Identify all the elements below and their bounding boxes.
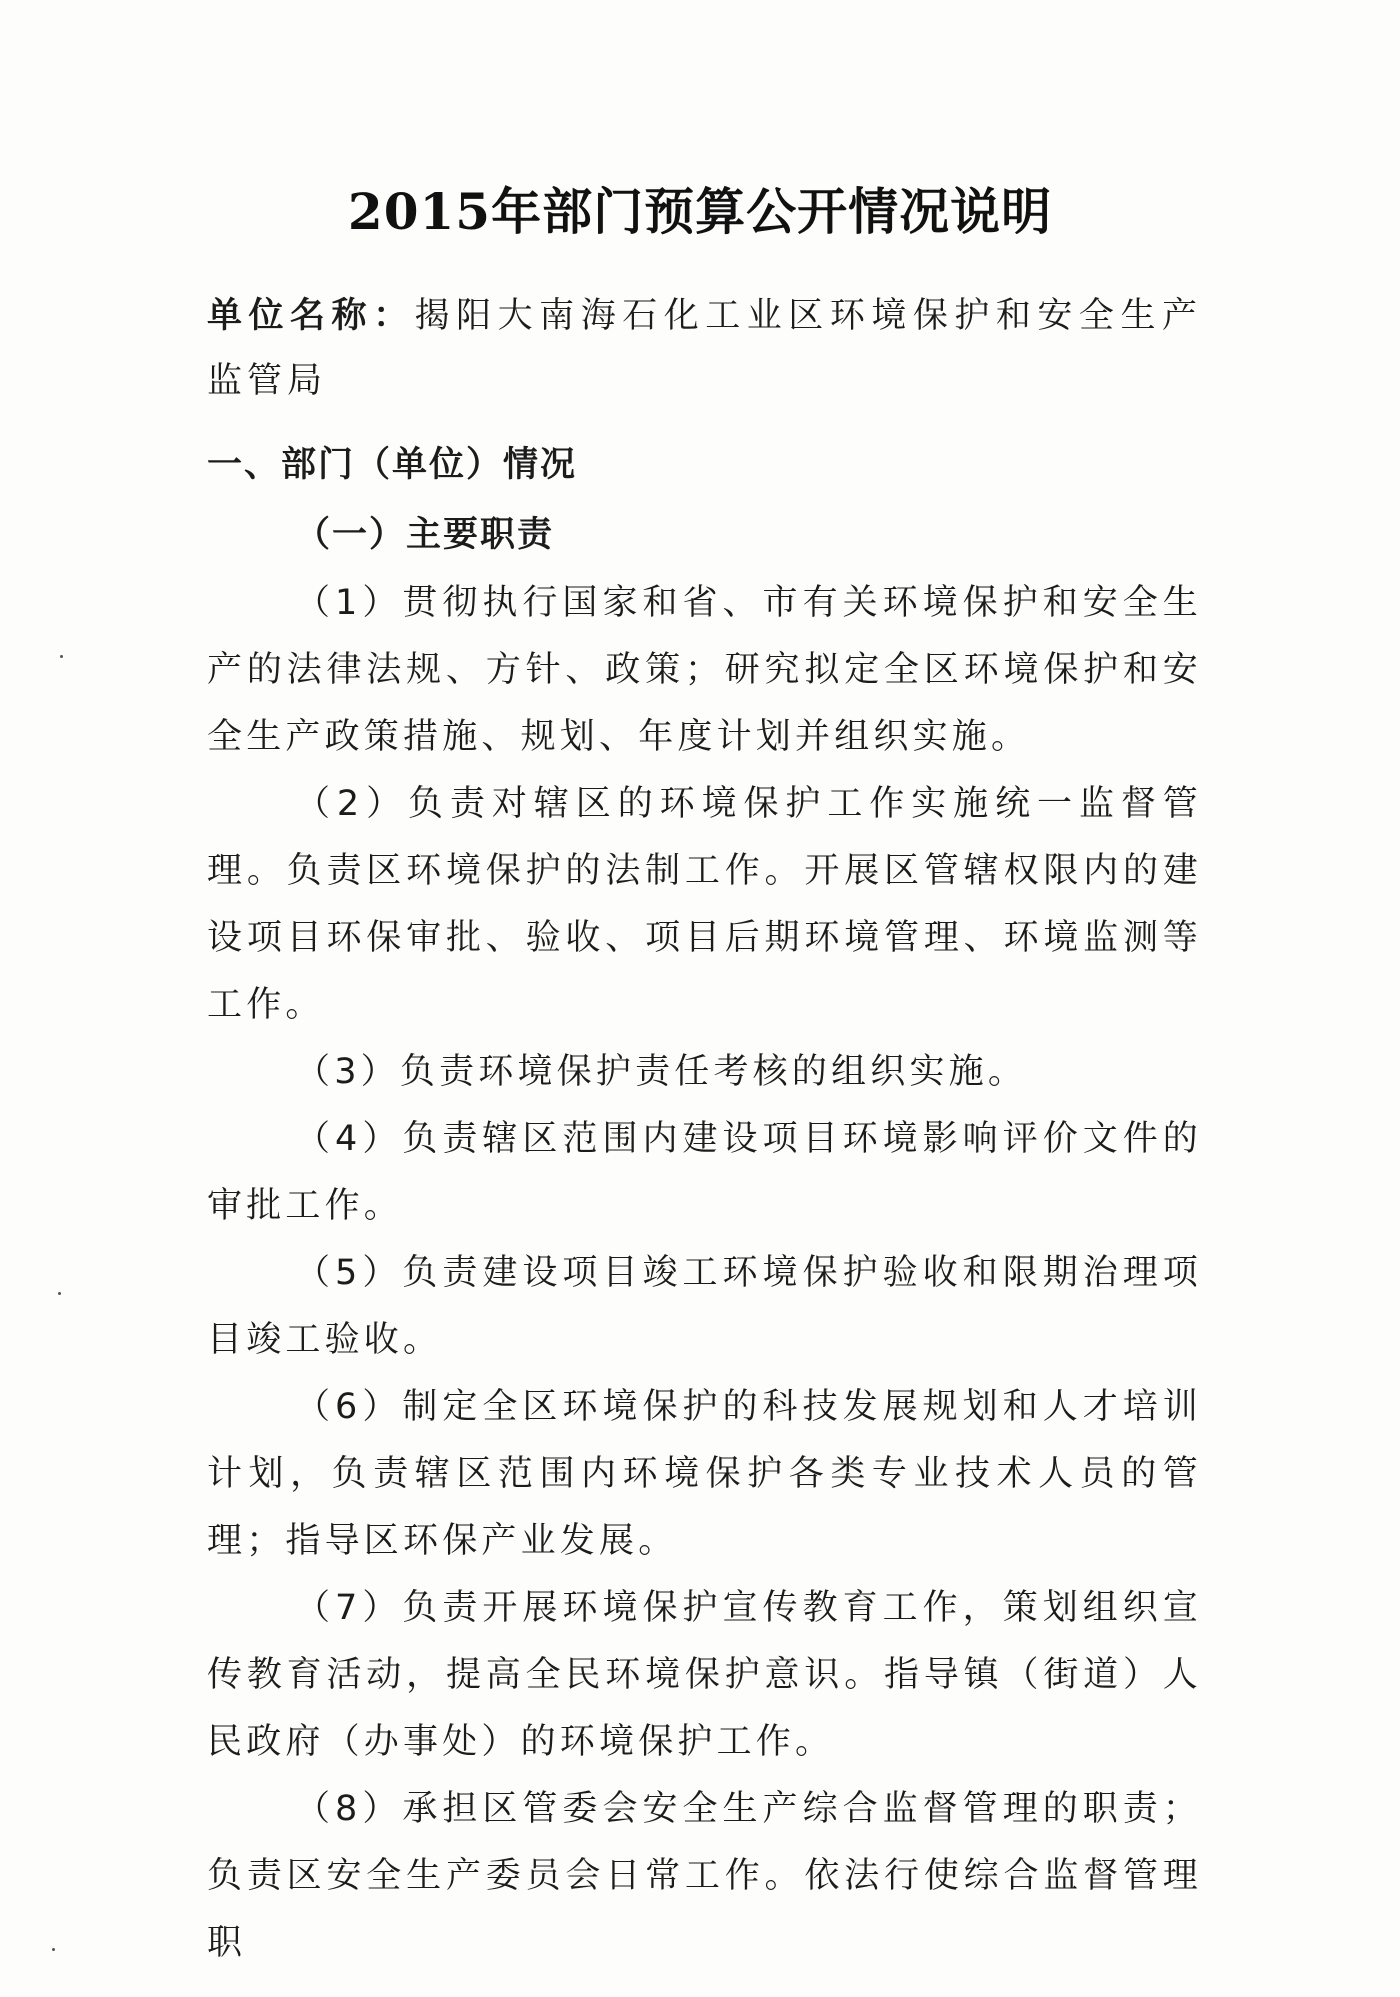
duty-item-1: （1）贯彻执行国家和省、市有关环境保护和安全生产的法律法规、方针、政策；研究拟定全区环境保护和安全生产政策措施、规划、年度计划并组织实施。 — [207, 583, 1202, 757]
unit-name-value: 揭阳大南海石化工业区环境保护和安全生产监管局 — [207, 296, 1202, 401]
subsection-heading: （一）主要职责 — [295, 515, 555, 555]
duty-item-5: （5）负责建设项目竣工环境保护验收和限期治理项目竣工验收。 — [207, 1253, 1202, 1360]
duties-list — [207, 570, 1202, 1977]
duty-item-7: （7）负责开展环境保护宣传教育工作，策划组织宣传教育活动，提高全民环境保护意识。指导镇（街道）人民政府（办事处）的环境保护工作。 — [207, 1588, 1202, 1762]
unit-name-label: 单位名称： — [207, 296, 415, 336]
scan-speck — [52, 1948, 55, 1951]
duty-item-6: （6）制定全区环境保护的科技发展规划和人才培训计划，负责辖区范围内环境保护各类专业技术人员的管理；指导区环保产业发展。 — [207, 1387, 1202, 1561]
duty-item-2: （2）负责对辖区的环境保护工作实施统一监督管理。负责区环境保护的法制工作。开展区管辖权限内的建设项目环保审批、验收、项目后期环境管理、环境监测等工作。 — [207, 784, 1202, 1025]
scan-speck — [58, 1292, 61, 1295]
duty-item-3: （3）负责环境保护责任考核的组织实施。 — [295, 1052, 1028, 1092]
unit-name-paragraph — [207, 284, 1202, 414]
document-title: 2015年部门预算公开情况说明 — [347, 182, 1053, 241]
section-heading: 一、部门（单位）情况 — [207, 445, 578, 485]
duty-item-4: （4）负责辖区范围内建设项目环境影响评价文件的审批工作。 — [207, 1119, 1202, 1226]
duty-item-8: （8）承担区管委会安全生产综合监督管理的职责；负责区安全生产委员会日常工作。依法行使综合监督管理职 — [207, 1789, 1202, 1963]
scan-speck — [60, 655, 63, 658]
